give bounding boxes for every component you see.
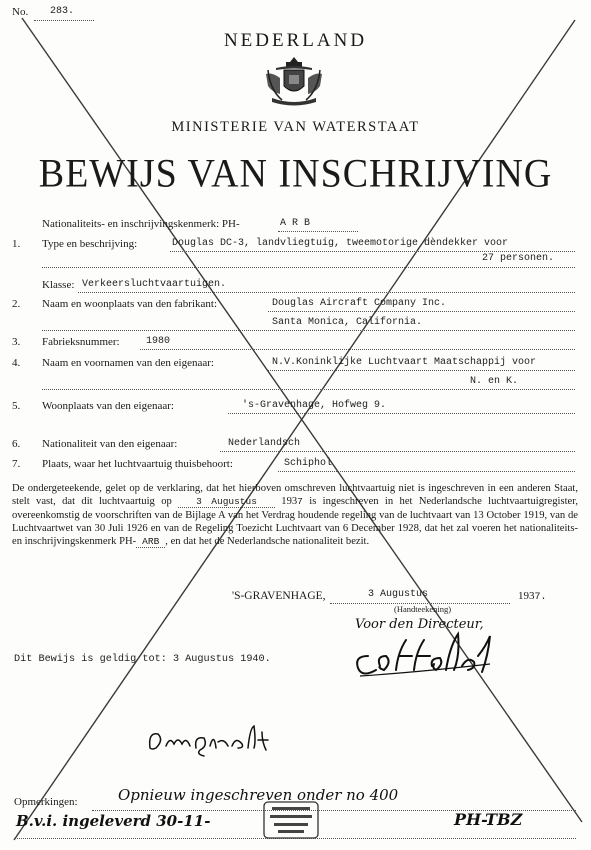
field-2-value-line2: Santa Monica, California. xyxy=(272,317,423,328)
coat-of-arms-icon xyxy=(262,56,326,108)
remarks-handwritten-line1: Opnieuw ingeschreven onder no 400 xyxy=(118,786,399,804)
field-7-value: Schiphol xyxy=(284,458,333,469)
field-3-number: 3. xyxy=(12,336,21,348)
field-5-value: 's-Gravenhage, Hofweg 9. xyxy=(242,400,387,411)
field-6-value: Nederlandsch xyxy=(228,438,301,449)
field-6-label: Nationaliteit van den eigenaar: xyxy=(42,438,178,450)
declaration-date-fill: 3 Augustus xyxy=(178,496,275,508)
field-2-label: Naam en woonplaats van den fabrikant: xyxy=(42,298,218,310)
declaration-mark-fill: ARB xyxy=(136,536,165,548)
klasse-label: Klasse: xyxy=(42,279,75,291)
nationality-mark-label: Nationaliteits- en inschrijvingskenmerk: PH- xyxy=(42,218,240,230)
field-1-number: 1. xyxy=(12,238,21,250)
field-1-label: Type en beschrijving: xyxy=(42,238,138,250)
field-3-label: Fabrieksnummer: xyxy=(42,336,120,348)
director-signature-icon xyxy=(350,626,500,682)
field-6-number: 6. xyxy=(12,438,21,450)
field-4-number: 4. xyxy=(12,357,21,369)
signature-place: 'S-GRAVENHAGE, xyxy=(232,590,326,602)
document-number-label: No. xyxy=(12,6,29,18)
declaration-year-suffix: 7 xyxy=(297,496,303,508)
signature-year-prefix: 193 xyxy=(518,590,535,602)
field-2-number: 2. xyxy=(12,298,21,310)
signature-year-suffix: 7. xyxy=(534,592,547,603)
signature-director-label: Voor den Directeur, xyxy=(355,617,484,632)
field-2-value-line1: Douglas Aircraft Company Inc. xyxy=(272,298,447,309)
signature-date-fill: 3 Augustus xyxy=(368,589,429,600)
signature-year xyxy=(518,590,547,603)
field-1-value-line1: Douglas DC-3, landvliegtuig, tweemotorige dèndekker voor xyxy=(172,238,509,249)
klasse-value: Verkeersluchtvaartuigen. xyxy=(82,279,227,290)
field-1-value-line2: 27 personen. xyxy=(482,253,555,264)
validity-statement: Dit Bewijs is geldig tot: 3 Augustus 1940. xyxy=(14,654,271,665)
ministry-heading: MINISTERIE VAN WATERSTAAT xyxy=(171,119,420,135)
declaration-text-3: , en dat het de Nederlandsche nationaliteit bezit. xyxy=(165,536,370,548)
field-3-value: 1980 xyxy=(146,336,171,347)
field-5-number: 5. xyxy=(12,400,21,412)
document-title: BEWIJS VAN INSCHRIJVING xyxy=(38,151,553,197)
signature-handtekening-label: (Handteekening) xyxy=(394,604,452,614)
declaration-text-1: De ondergeteekende, gelet op de verklaring, dat het hierboven omschreven luchtvaartuig niet is ingeschreven in een anderen Staat, stelt vast, dat dit luchtvaartuig op xyxy=(12,483,578,508)
field-4-label: Naam en voornamen van den eigenaar: xyxy=(42,357,214,369)
field-4-value-line2: N. en K. xyxy=(470,376,519,387)
field-7-number: 7. xyxy=(12,458,21,470)
country-heading: NEDERLAND xyxy=(223,30,368,51)
declaration-paragraph xyxy=(12,482,578,548)
official-stamp-icon xyxy=(262,800,320,840)
nationality-mark-value: A R B xyxy=(280,218,311,229)
document-number-value: 283. xyxy=(50,6,75,17)
declaration-year-prefix: 193 xyxy=(281,496,298,508)
remarks-handwritten-registration: PH-TBZ xyxy=(454,810,523,829)
remarks-label: Opmerkingen: xyxy=(14,796,78,808)
field-5-label: Woonplaats van den eigenaar: xyxy=(42,400,174,412)
registrar-signature-icon xyxy=(144,722,286,758)
declaration-text-2: is ingeschreven in het Nederlandsche luchtvaartuigregister, overeenkomstig de voorschriften van de Bijlage A van het Verdrag houdende regeling van de luchtvaart van 13 October 1919, van de Luchtvaartwet van 30 Juli 1926 en van de Regeling Toezicht Luchtvaart van 6 December 1928, dat het zal voeren het nationaliteits- en inschrijvingskenmerk PH- xyxy=(12,496,579,548)
remarks-handwritten-line2: B.v.i. ingeleverd 30-11- xyxy=(16,812,211,830)
field-4-value-line1: N.V.Koninklijke Luchtvaart Maatschappij voor xyxy=(272,357,537,368)
field-7-label: Plaats, waar het luchtvaartuig thuisbehoort: xyxy=(42,458,233,470)
